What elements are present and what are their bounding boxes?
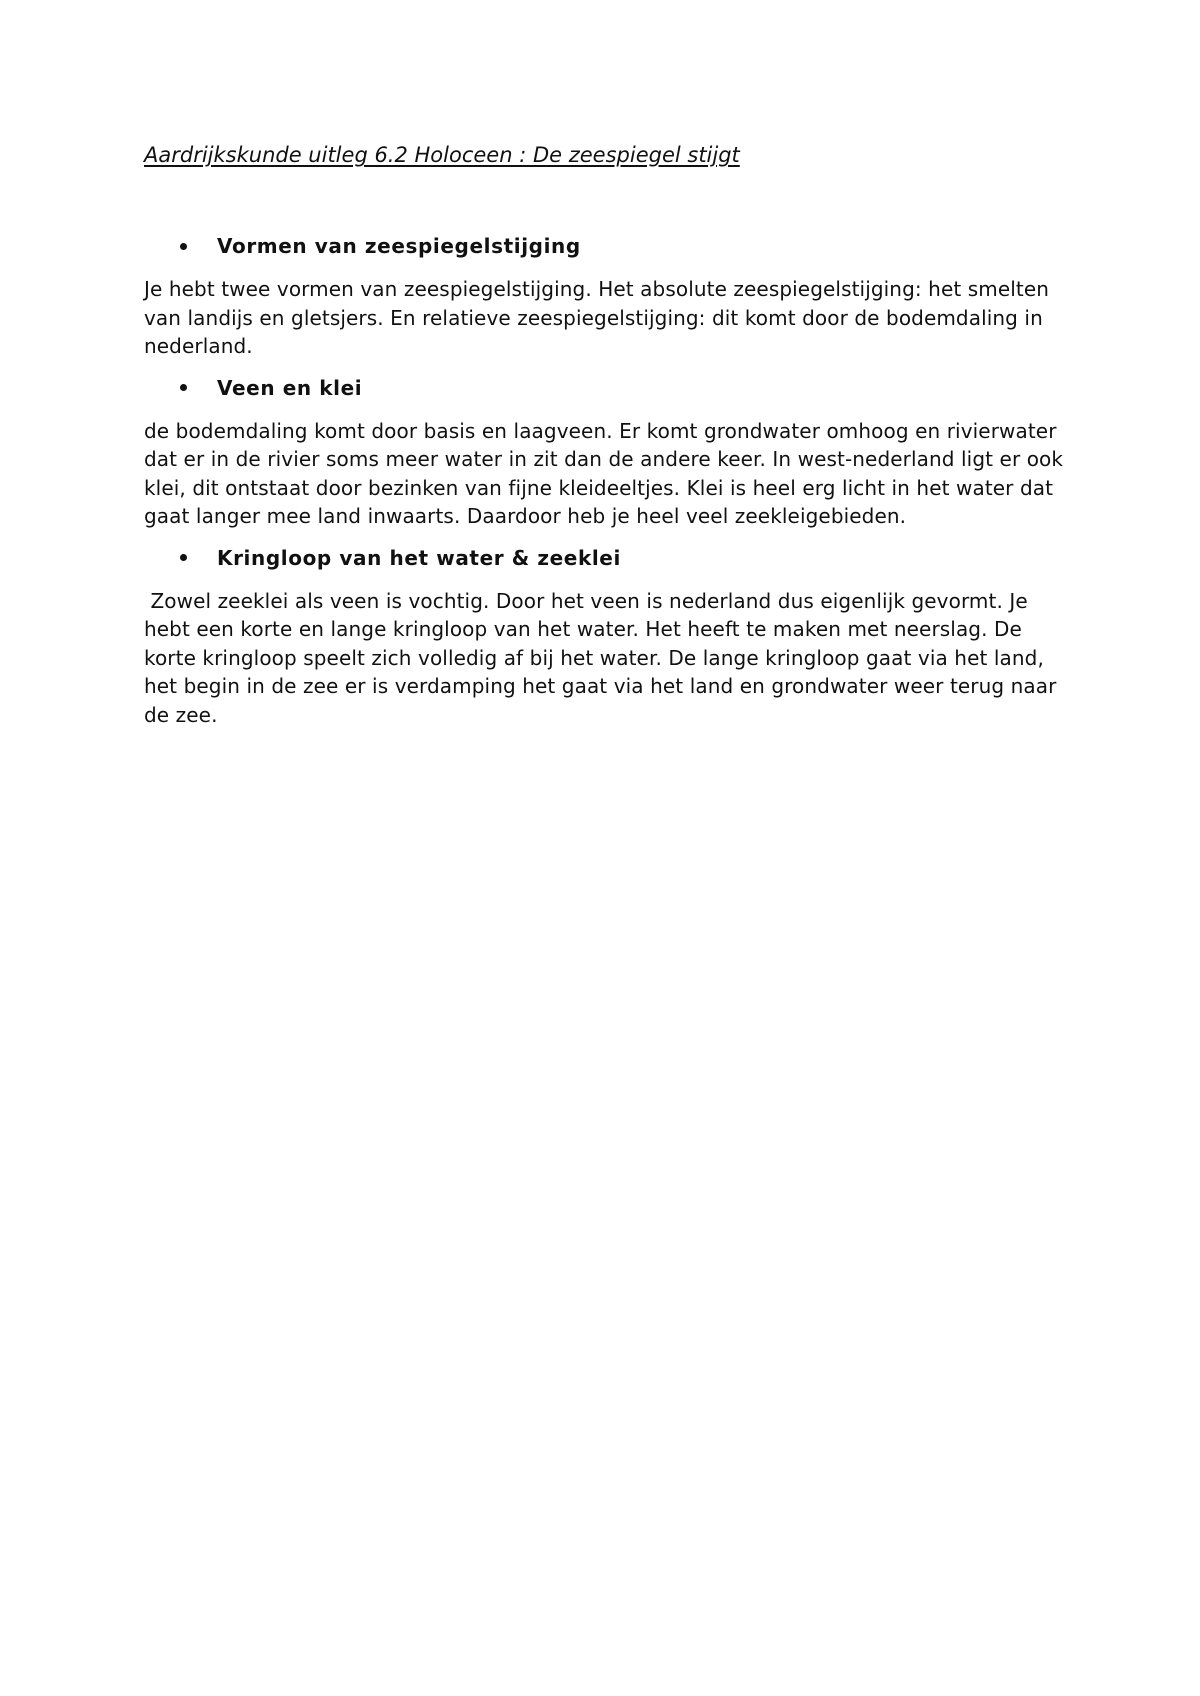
bullet-icon (180, 243, 187, 250)
section-paragraph-kringloop: Zowel zeeklei als veen is vochtig. Door het veen is nederland dus eigenlijk gevormt. Je hebt een korte en lange kringloop van het water. Het heeft te maken met neerslag. De korte kringloop speelt zich volledig af bij het water. De lange kringloop gaat via het land, het begin in de zee er is verdamping het gaat via het land en grondwater weer terug naar de zee. (144, 588, 1063, 727)
section-heading-label: Kringloop van het water & zeeklei (217, 545, 621, 570)
section-paragraph-veen-en-klei: de bodemdaling komt door basis en laagveen. Er komt grondwater omhoog en rivierwater dat er in de rivier soms meer water in zit dan de andere keer. In west-nederland ligt er ook klei, dit ontstaat door bezinken van fijne kleideeltjes. Klei is heel erg licht in het water dat gaat langer mee land inwaarts. Daardoor heb je heel veel zeekleigebieden. (144, 418, 1064, 528)
section-heading-vormen (144, 232, 1064, 260)
bullet-icon (180, 554, 187, 561)
document-title: Aardrijkskunde uitleg 6.2 Holoceen : De zeespiegel stijgt (144, 143, 740, 167)
document-body (144, 140, 1064, 742)
bullet-icon (180, 384, 187, 391)
section-heading-label: Vormen van zeespiegelstijging (217, 234, 581, 258)
title-spacer (144, 170, 1064, 232)
section-heading-label: Veen en klei (217, 375, 363, 400)
section-heading-veen-en-klei (144, 374, 1064, 402)
section-heading-kringloop (144, 544, 1064, 572)
section-paragraph-vormen: Je hebt twee vormen van zeespiegelstijging. Het absolute zeespiegelstijging: het smelten van landijs en gletsjers. En relatieve zeespiegelstijging: dit komt door de bodemdaling in nederland. (144, 277, 1050, 358)
